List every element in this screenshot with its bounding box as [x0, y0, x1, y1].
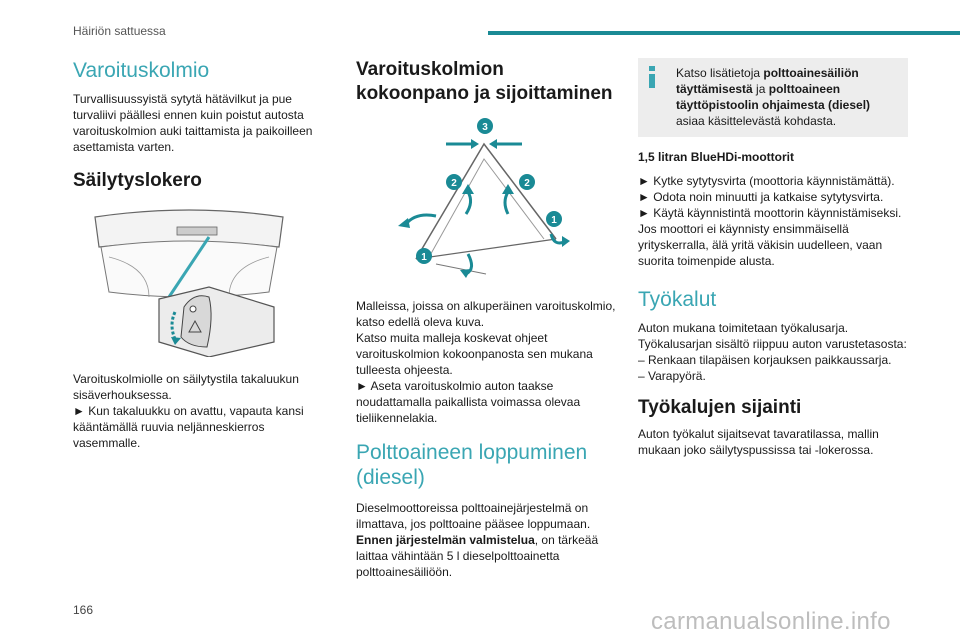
step-badge: [416, 248, 432, 264]
svg-text:2: 2: [524, 178, 530, 189]
paragraph-place-triangle: ► Aseta varoituskolmio auton taakse noudattamalla paikallista voimassa olevaa tieliikennelakia.: [356, 379, 581, 425]
paragraph-original-triangle: Malleissa, joissa on alkuperäinen varoituskolmio, katso edellä oleva kuva.: [356, 299, 616, 329]
header-accent-bar: [488, 31, 960, 35]
triangle-assembly-illustration: [376, 114, 586, 284]
svg-text:1: 1: [551, 215, 557, 226]
subheading-bluehdi: 1,5 litran BlueHDi-moottorit: [638, 150, 795, 164]
paragraph-toolkit-contents: Työkalusarjan sisältö riippuu auton varustetasosta:: [638, 337, 907, 351]
svg-text:1: 1: [421, 252, 427, 263]
section-title-tool-location: Työkalujen sijainti: [638, 397, 802, 418]
text-add-fuel: , on tärkeää laittaa vähintään 5 l dieselpolttoainetta polttoainesäiliöön.: [356, 533, 599, 579]
paragraph-bleed-system: Dieselmoottoreissa polttoainejärjestelmä on ilmattava, jos polttoaine pääsee loppumaan.: [356, 501, 591, 531]
bold-before-prep: Ennen järjestelmän valmistelua: [356, 533, 535, 547]
svg-text:3: 3: [482, 122, 488, 133]
paragraph-safety: Turvallisuussyistä sytytä hätävilkut ja pue turvaliivi päällesi ennen kuin poistut autosta varoituskolmion auki taittamista ja paikoilleen asettamista varten.: [73, 92, 313, 154]
step-badge: [546, 211, 562, 227]
info-link-nozzle-guide: polttoaineen täyttöpistoolin ohjaimesta (diesel): [676, 82, 871, 112]
column-right: [638, 58, 908, 458]
list-item-spare-wheel: – Varapyörä.: [638, 369, 706, 383]
svg-text:2: 2: [451, 178, 457, 189]
section-title-varoituskolmio: Varoituskolmio: [73, 59, 210, 82]
column-left: [73, 58, 323, 451]
step-wait: ► Odota noin minuutti ja katkaise sytytysvirta.: [638, 190, 884, 204]
warning-triangle-icon: [376, 114, 586, 284]
section-title-polttoaine: Polttoaineen loppuminen (diesel): [356, 441, 588, 489]
paragraph-retry: Jos moottori ei käynnisty ensimmäisellä yrityskerralla, älä yritä väkisin uudelleen, vaan suorita toimenpide alusta.: [638, 222, 883, 268]
section-title-tyokalut: Työkalut: [638, 288, 717, 311]
info-icon: [645, 66, 659, 88]
column-middle: [356, 58, 618, 580]
paragraph-tool-location: Auton työkalut sijaitsevat tavaratilassa, mallin mukaan joko säilytyspussissa tai -lokerossa.: [638, 427, 879, 457]
info-link-fill-tank: polttoainesäiliön täyttämisestä: [676, 66, 859, 96]
step-badge: [477, 118, 493, 134]
trunk-illustration: [89, 207, 289, 357]
step-ignition-on: ► Kytke sytytysvirta (moottoria käynnistämättä).: [638, 174, 895, 188]
info-text-post: asiaa käsittelevästä kohdasta.: [676, 114, 837, 128]
step-starter: ► Käytä käynnistintä moottorin käynnistämiseksi.: [638, 206, 902, 220]
list-item-repair-kit: – Renkaan tilapäisen korjauksen paikkaussarja.: [638, 353, 892, 367]
watermark: carmanualsonline.info: [651, 608, 891, 635]
section-title-kokoonpano: Varoituskolmion kokoonpano ja sijoittaminen: [356, 59, 613, 104]
step-badge: [519, 174, 535, 190]
paragraph-open-cover: ► Kun takaluukku on avattu, vapauta kansi kääntämällä ruuvia neljänneskierros vasemmalle.: [73, 404, 304, 450]
page-number: 166: [73, 603, 94, 617]
info-box: [638, 58, 908, 137]
info-text-pre: Katso lisätietoja: [676, 66, 764, 80]
paragraph-other-models: Katso muita malleja koskevat ohjeet varoituskolmion kokoonpanosta sen mukana tulleesta ohjeesta.: [356, 331, 593, 377]
info-text-mid: ja: [752, 82, 769, 96]
paragraph-before-prep: [356, 532, 618, 580]
paragraph-toolkit: Auton mukana toimitetaan työkalusarja.: [638, 321, 849, 335]
trunk-lid-icon: [89, 207, 289, 357]
step-badge: [446, 174, 462, 190]
paragraph-storage: Varoituskolmiolle on säilytystila takaluukun sisäverhouksessa.: [73, 372, 299, 402]
section-title-sailytyslokero: Säilytyslokero: [73, 170, 202, 191]
running-header: Häiriön sattuessa: [73, 24, 166, 38]
